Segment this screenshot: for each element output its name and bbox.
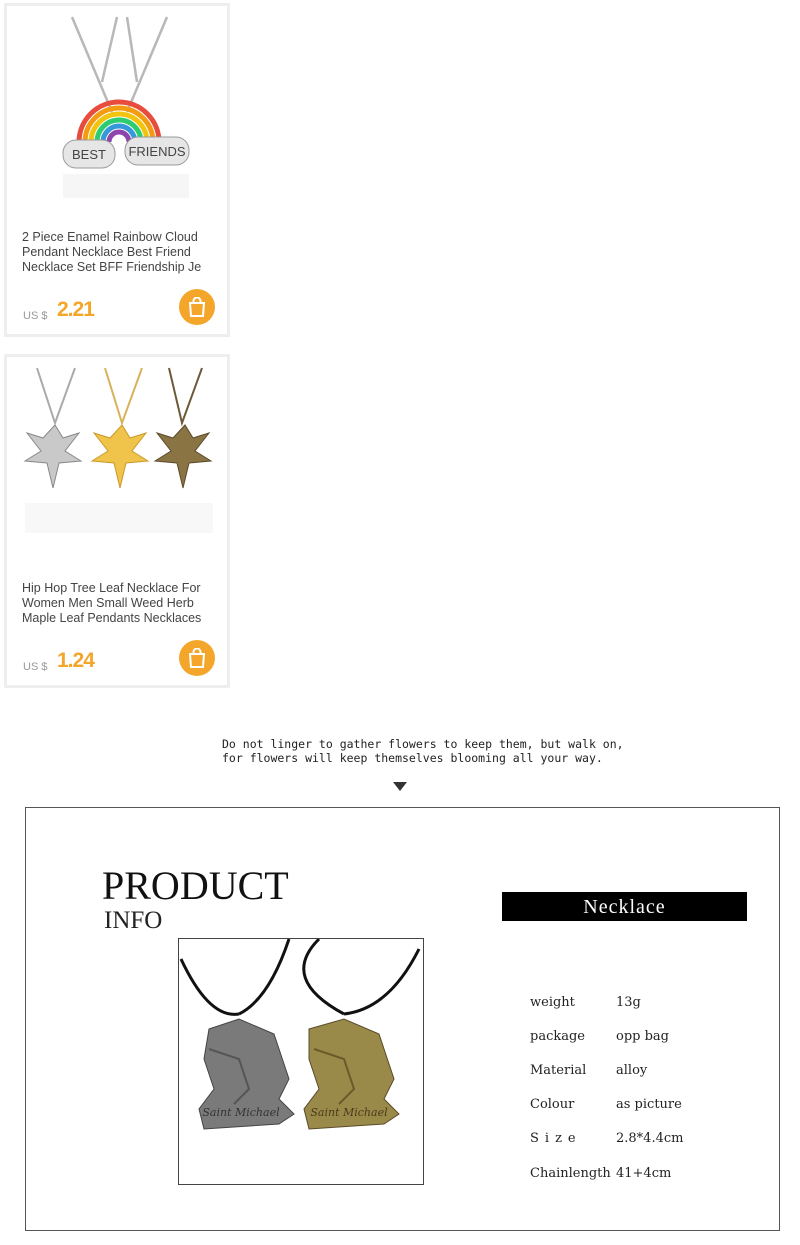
spec-key: Colour: [530, 1097, 575, 1112]
shopping-bag-icon: [188, 297, 206, 317]
shopping-bag-icon: [188, 648, 206, 668]
add-to-cart-button[interactable]: [179, 289, 215, 325]
add-to-cart-button[interactable]: [179, 640, 215, 676]
quote-line-2: for flowers will keep themselves blooming all your way.: [222, 751, 603, 765]
quote-line-1: Do not linger to gather flowers to keep them, but walk on,: [222, 737, 624, 751]
down-arrow-icon: [393, 782, 407, 791]
product-price: 1.24: [57, 649, 94, 672]
currency-label: US $: [23, 661, 48, 673]
spec-value: opp bag: [616, 1029, 669, 1044]
leaf-necklace-image[interactable]: [17, 363, 217, 568]
spec-key: package: [530, 1029, 585, 1044]
spec-value: alloy: [616, 1063, 648, 1078]
spec-key: weight: [530, 995, 575, 1010]
spec-key: Size: [530, 1131, 582, 1146]
pendant-left-text: BEST: [72, 147, 106, 162]
product-price: 2.21: [57, 298, 94, 321]
category-banner: Necklace: [502, 892, 747, 921]
pendant-engraving-right: Saint Michael: [310, 1106, 388, 1119]
spec-key: Material: [530, 1063, 587, 1078]
rainbow-necklace-image[interactable]: [17, 12, 217, 217]
spec-key: Chainlength: [530, 1166, 611, 1181]
product-photo: [178, 938, 424, 1185]
pendant-engraving-left: Saint Michael: [202, 1106, 280, 1119]
product-info-title: PRODUCT: [102, 863, 289, 908]
spec-value: as picture: [616, 1097, 682, 1112]
saint-michael-pendant-image: [179, 939, 423, 1184]
product-info-subtitle: INFO: [104, 907, 163, 934]
spec-value: 41+4cm: [616, 1166, 672, 1181]
spec-value: 13g: [616, 995, 641, 1010]
pendant-right-text: FRIENDS: [128, 144, 186, 159]
product-title[interactable]: 2 Piece Enamel Rainbow Cloud Pendant Necklace Best Friend Necklace Set BFF Friendship Je: [22, 230, 202, 274]
product-card[interactable]: [4, 3, 230, 337]
product-card[interactable]: [4, 354, 230, 688]
currency-label: US $: [23, 310, 48, 322]
spec-value: 2.8*4.4cm: [616, 1131, 684, 1146]
product-title[interactable]: Hip Hop Tree Leaf Necklace For Women Men Small Weed Herb Maple Leaf Pendants Necklaces: [22, 581, 202, 625]
quote-text: [222, 737, 624, 765]
